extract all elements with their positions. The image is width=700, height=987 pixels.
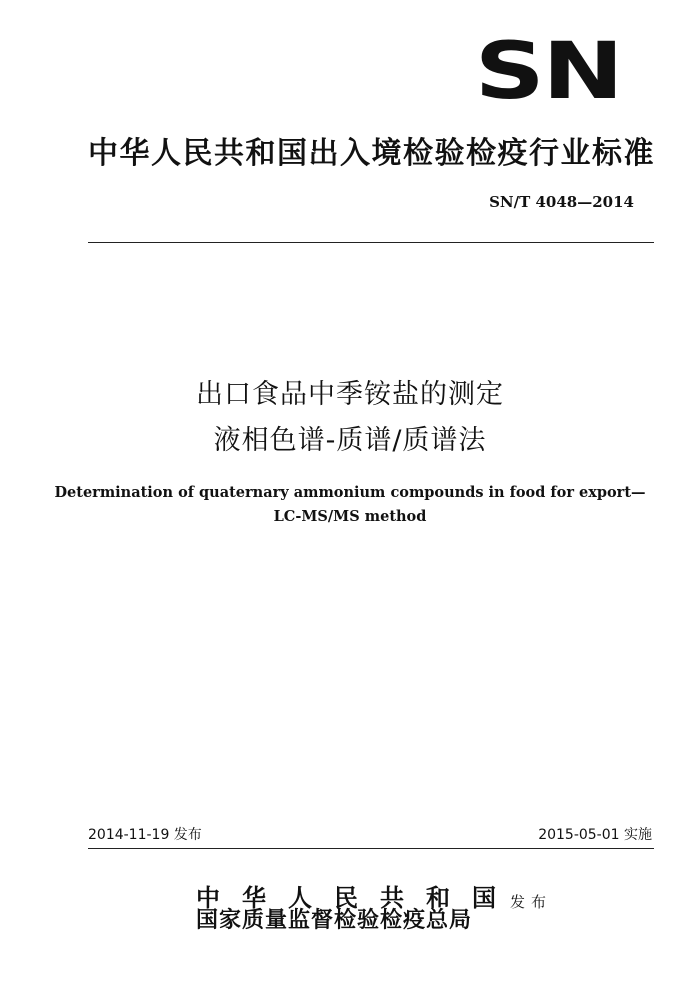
implementation-date: 2015-05-01 实施 xyxy=(538,827,652,843)
standard-number: SN/T 4048—2014 xyxy=(489,193,634,211)
chinese-title-line-2: 液相色谱-质谱/质谱法 xyxy=(213,425,487,456)
issue-date: 2014-11-19 发布 xyxy=(88,827,202,843)
issuer-char: 人 xyxy=(288,883,312,912)
issuer-char: 和 xyxy=(426,883,450,912)
issuer-char: 国 xyxy=(472,883,496,912)
issuer-char: 民 xyxy=(334,883,358,912)
bottom-divider xyxy=(88,848,654,849)
chinese-title-line-1: 出口食品中季铵盐的测定 xyxy=(196,379,504,410)
publish-label: 发布 xyxy=(510,893,553,911)
english-title-line-1: Determination of quaternary ammonium compounds in food for export— xyxy=(54,484,646,501)
organization-title: 中华人民共和国出入境检验检疫行业标准 xyxy=(88,136,655,171)
top-divider xyxy=(88,242,654,243)
issuer-char: 华 xyxy=(242,883,266,912)
issuer-char: 中 xyxy=(196,883,220,912)
issuer-char: 共 xyxy=(380,883,404,912)
issuer-agency-name: 国家质量监督检验检疫总局 xyxy=(196,907,473,933)
sn-logo: SN xyxy=(474,27,622,117)
english-title-line-2: LC-MS/MS method xyxy=(273,508,427,525)
